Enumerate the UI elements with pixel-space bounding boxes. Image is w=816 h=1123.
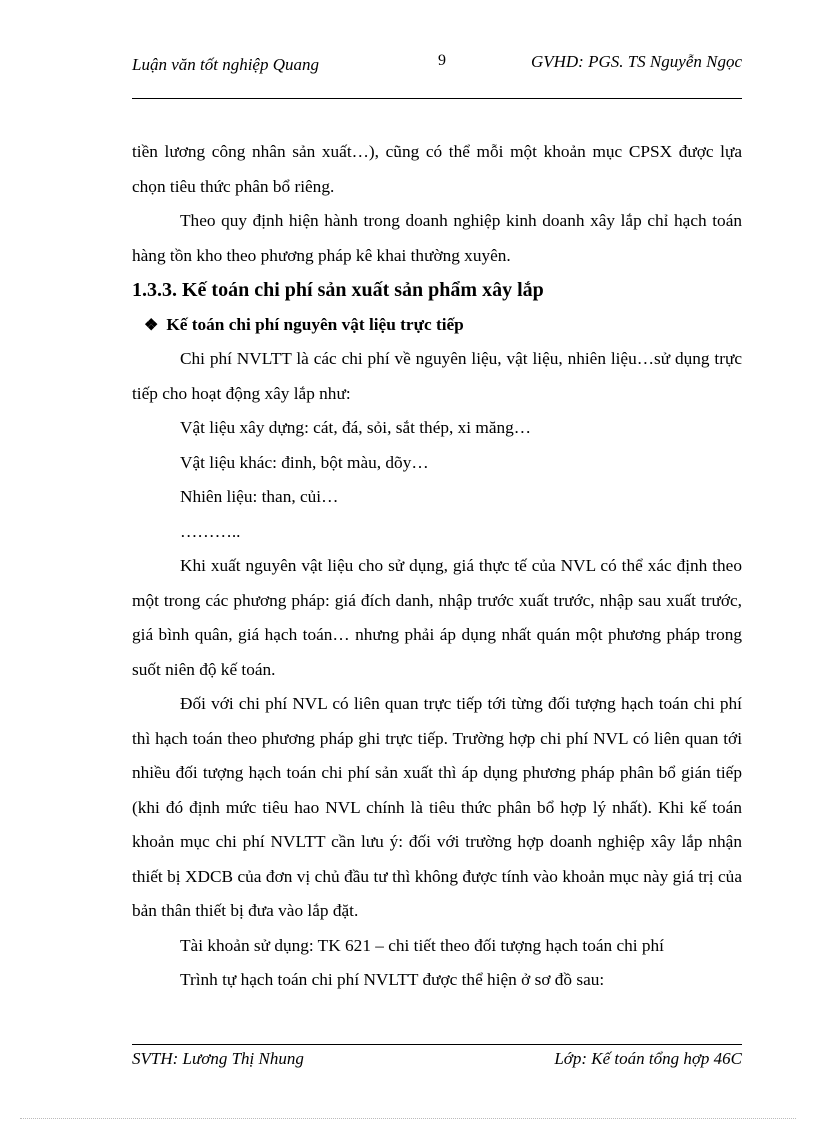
page-number: 9 (438, 52, 446, 69)
page-boundary-divider (20, 1118, 796, 1119)
list-item: ……….. (180, 521, 241, 541)
paragraph: Trình tự hạch toán chi phí NVLTT được thể hiện ở sơ đồ sau: (180, 970, 605, 989)
page-footer (132, 1044, 742, 1075)
subsection-heading (132, 309, 742, 342)
header-thesis-label: Luận văn tốt nghiệp Quang (132, 55, 319, 74)
paragraph: Đối với chi phí NVL có liên quan trực tiếp tới từng đối tượng hạch toán chi phí thì hạch toán theo phương pháp ghi trực tiếp. Trường hợp chi phí NVL có liên quan tới nhiều đối tượng hạch toán chi phí sản xuất thì áp dụng phương pháp phân bổ gián tiếp (khi đó định mức tiêu hao NVL chính là tiêu thức phân bổ hợp lý nhất). Khi kế toán khoản mục chi phí NVLTT cần lưu ý: đối với trường hợp doanh nghiệp xây lắp nhận thiết bị XDCB của đơn vị chủ đầu tư thì không được tính vào khoản mục này giá trị của bản thân thiết bị đưa vào lắp đặt. (132, 694, 742, 920)
diamond-bullet-icon: ❖ (144, 317, 159, 334)
header-advisor: GVHD: PGS. TS Nguyễn Ngọc (530, 52, 742, 71)
paragraph: tiền lương công nhân sản xuất…), cũng có thể mỗi một khoản mục CPSX được lựa chọn tiêu thức phân bổ riêng. (132, 142, 742, 196)
paragraph: Chi phí NVLTT là các chi phí về nguyên liệu, vật liệu, nhiên liệu…sử dụng trực tiếp cho hoạt động xây lắp như: (132, 349, 742, 403)
subsection-heading-text: Kế toán chi phí nguyên vật liệu trực tiếp (166, 315, 464, 334)
list-item: Vật liệu khác: đinh, bột màu, dõy… (180, 452, 429, 472)
list-item: Nhiên liệu: than, củi… (180, 487, 339, 506)
footer-student: SVTH: Lương Thị Nhung (132, 1049, 304, 1068)
footer-class: Lớp: Kế toán tổng hợp 46C (554, 1049, 742, 1068)
section-heading: 1.3.3. Kế toán chi phí sản xuất sản phẩm xây lắp (132, 279, 544, 301)
document-body (132, 135, 742, 998)
page-header (132, 50, 742, 99)
list-item: Vật liệu xây dựng: cát, đá, sỏi, sắt thép, xi măng… (180, 418, 532, 437)
paragraph: Khi xuất nguyên vật liệu cho sử dụng, giá thực tế của NVL có thể xác định theo một trong các phương pháp: giá đích danh, nhập trước xuất trước, nhập sau xuất trước, giá bình quân, giá hạch toán… nhưng phải áp dụng nhất quán một phương pháp trong suốt niên độ kế toán. (132, 556, 742, 679)
paragraph: Theo quy định hiện hành trong doanh nghiệp kinh doanh xây lắp chỉ hạch toán hàng tồn kho theo phương pháp kê khai thường xuyên. (132, 211, 742, 265)
paragraph: Tài khoản sử dụng: TK 621 – chi tiết theo đối tượng hạch toán chi phí (180, 935, 664, 955)
